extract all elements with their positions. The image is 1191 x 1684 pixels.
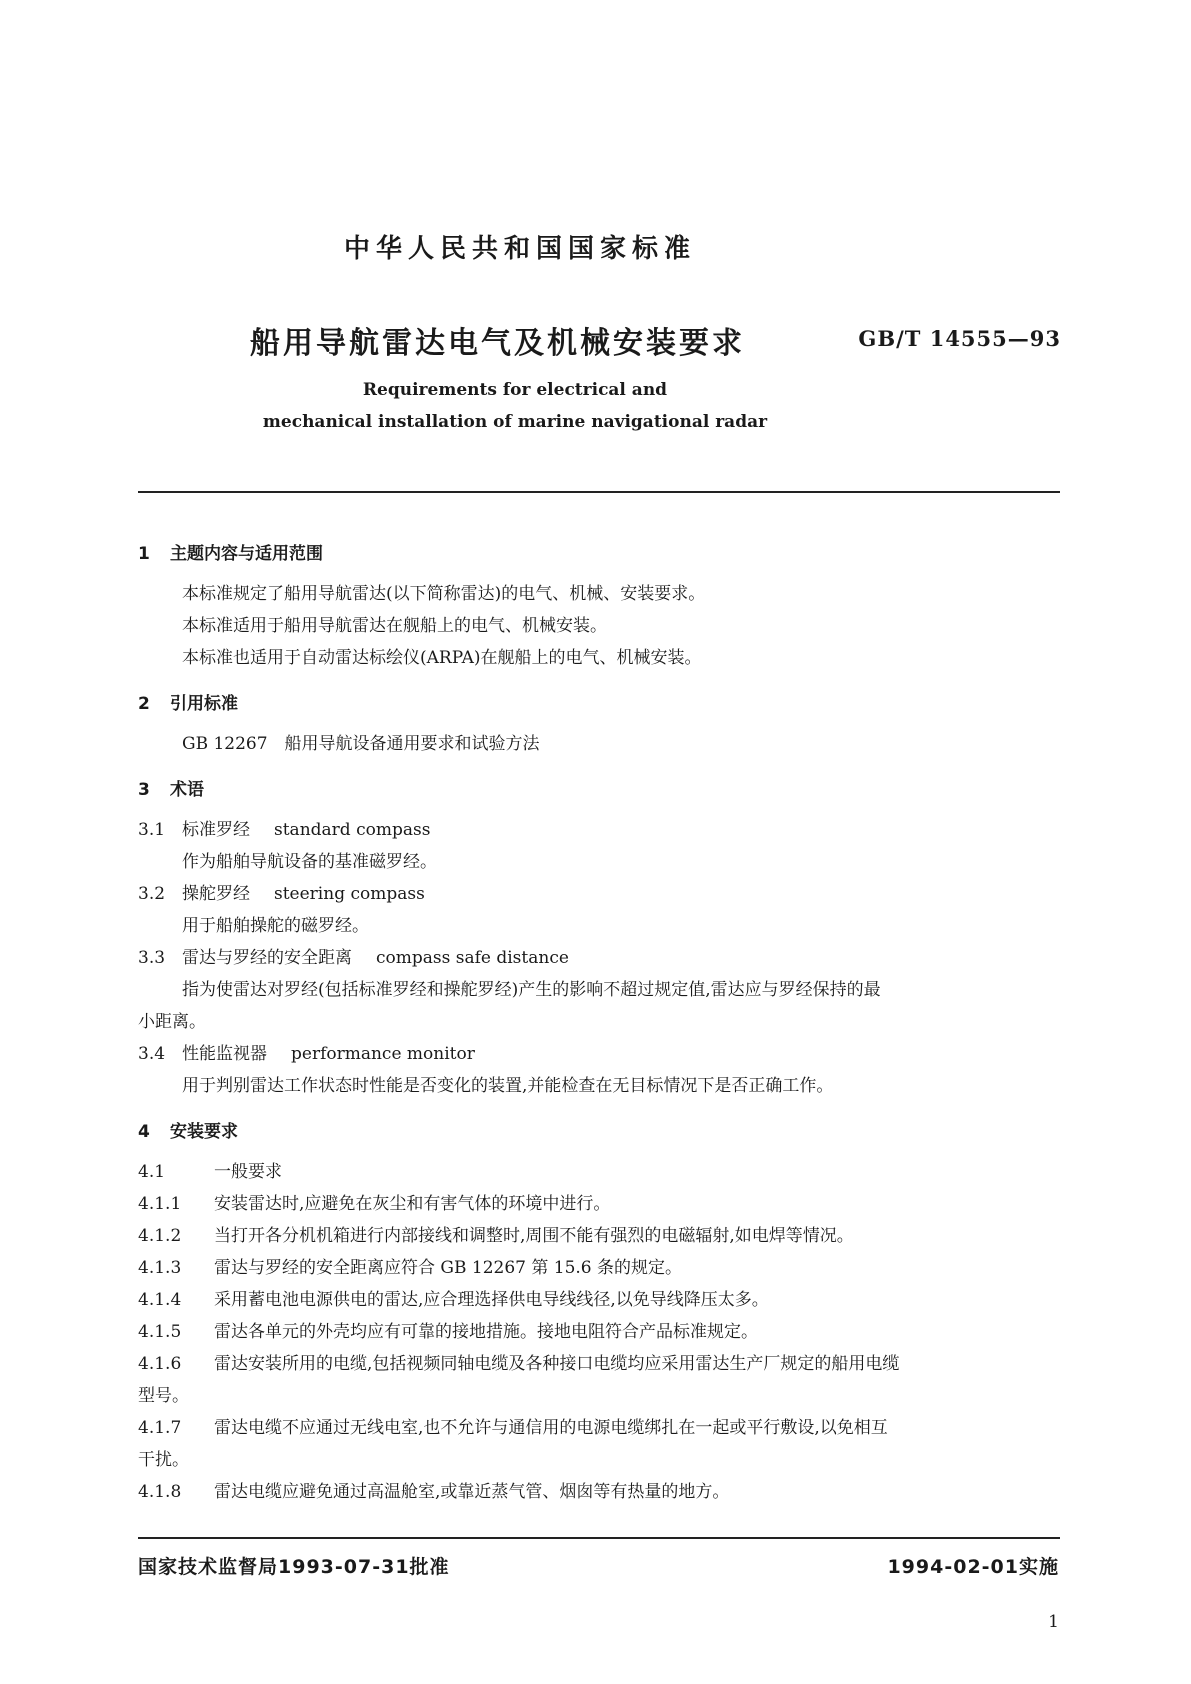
- section-number: 4: [138, 1122, 150, 1142]
- clause-text: 雷达与罗经的安全距离应符合 GB 12267 第 15.6 条的规定。: [214, 1258, 683, 1278]
- term-zh: 性能监视器: [182, 1044, 267, 1064]
- term-number: 3.3: [138, 948, 166, 968]
- clause: [138, 1156, 1062, 1188]
- clause: [138, 1220, 1062, 1252]
- clause: [138, 1348, 1062, 1380]
- section-heading: [138, 688, 1062, 720]
- term-entry: [138, 1038, 1062, 1070]
- clause-text-continued: 型号。: [138, 1386, 189, 1406]
- clause-text: 采用蓄电池电源供电的雷达,应合理选择供电导线线径,以免导线降压太多。: [214, 1290, 769, 1310]
- clause-number: 4.1.5: [138, 1322, 182, 1342]
- term-zh: 操舵罗经: [182, 884, 250, 904]
- standard-number: GB/T 14555—93: [858, 326, 1061, 351]
- effective-date: 1994-02-01实施: [887, 1556, 1059, 1578]
- section-heading: [138, 1116, 1062, 1148]
- section-title: 安装要求: [170, 1122, 238, 1142]
- section-heading: [138, 774, 1062, 806]
- reference-standard: GB 12267 船用导航设备通用要求和试验方法: [182, 734, 540, 754]
- page-number: 1: [1048, 1612, 1059, 1632]
- term-en: standard compass: [274, 820, 431, 840]
- term-number: 3.1: [138, 820, 166, 840]
- document-title-en-line1: Requirements for electrical and: [362, 380, 668, 400]
- term-number: 3.2: [138, 884, 166, 904]
- document-body: [138, 538, 1062, 1508]
- document-title-en-line2: mechanical installation of marine navigational radar: [262, 412, 768, 432]
- term-entry: [138, 942, 1062, 974]
- section-number: 3: [138, 780, 150, 800]
- term-en: performance monitor: [291, 1044, 475, 1064]
- section-title: 引用标准: [170, 694, 238, 714]
- clause: [138, 1284, 1062, 1316]
- clause-text: 雷达电缆不应通过无线电室,也不允许与通信用的电源电缆绑扎在一起或平行敷设,以免相互: [214, 1418, 888, 1438]
- clause-number: 4.1.3: [138, 1258, 182, 1278]
- paragraph: 本标准适用于船用导航雷达在舰船上的电气、机械安装。: [182, 616, 607, 636]
- clause-number: 4.1: [138, 1162, 166, 1182]
- clause-text-continued: 干扰。: [138, 1450, 189, 1470]
- clause-text: 当打开各分机机箱进行内部接线和调整时,周围不能有强烈的电磁辐射,如电焊等情况。: [214, 1226, 854, 1246]
- clause-text: 雷达各单元的外壳均应有可靠的接地措施。接地电阻符合产品标准规定。: [214, 1322, 758, 1342]
- section-title: 主题内容与适用范围: [170, 544, 323, 564]
- clause-number: 4.1.8: [138, 1482, 182, 1502]
- paragraph: 本标准规定了船用导航雷达(以下简称雷达)的电气、机械、安装要求。: [182, 584, 706, 604]
- clause-text: 安装雷达时,应避免在灰尘和有害气体的环境中进行。: [214, 1194, 611, 1214]
- section-number: 2: [138, 694, 150, 714]
- term-definition: 作为船舶导航设备的基准磁罗经。: [182, 852, 437, 872]
- term-definition: 指为使雷达对罗经(包括标准罗经和操舵罗经)产生的影响不超过规定值,雷达应与罗经保持的最: [182, 980, 881, 1000]
- clause-text: 雷达电缆应避免通过高温舱室,或靠近蒸气管、烟囱等有热量的地方。: [214, 1482, 730, 1502]
- header-divider: [138, 491, 1060, 493]
- term-definition: 用于船舶操舵的磁罗经。: [182, 916, 369, 936]
- clause: [138, 1252, 1062, 1284]
- footer-divider: [138, 1537, 1060, 1539]
- term-definition-continued: 小距离。: [138, 1012, 206, 1032]
- clause-number: 4.1.6: [138, 1354, 182, 1374]
- clause: [138, 1476, 1062, 1508]
- clause-number: 4.1.4: [138, 1290, 182, 1310]
- term-number: 3.4: [138, 1044, 166, 1064]
- document-title-zh: 船用导航雷达电气及机械安装要求: [250, 326, 745, 361]
- section-title: 术语: [170, 780, 204, 800]
- clause: [138, 1188, 1062, 1220]
- clause: [138, 1412, 1062, 1444]
- section-number: 1: [138, 544, 150, 564]
- term-entry: [138, 814, 1062, 846]
- clause-number: 4.1.7: [138, 1418, 182, 1438]
- clause: [138, 1316, 1062, 1348]
- term-definition: 用于判别雷达工作状态时性能是否变化的装置,并能检查在无目标情况下是否正确工作。: [182, 1076, 834, 1096]
- term-en: steering compass: [274, 884, 425, 904]
- term-zh: 雷达与罗经的安全距离: [182, 948, 352, 968]
- term-zh: 标准罗经: [182, 820, 250, 840]
- clause-number: 4.1.2: [138, 1226, 182, 1246]
- section-heading: [138, 538, 1062, 570]
- clause-text: 雷达安装所用的电缆,包括视频同轴电缆及各种接口电缆均应采用雷达生产厂规定的船用电缆: [214, 1354, 900, 1374]
- term-en: compass safe distance: [376, 948, 569, 968]
- national-standard-heading: 中华人民共和国国家标准: [343, 234, 696, 264]
- clause-number: 4.1.1: [138, 1194, 182, 1214]
- paragraph: 本标准也适用于自动雷达标绘仪(ARPA)在舰船上的电气、机械安装。: [182, 648, 702, 668]
- approval-date: 国家技术监督局1993-07-31批准: [138, 1556, 450, 1578]
- clause-text: 一般要求: [214, 1162, 282, 1182]
- term-entry: [138, 878, 1062, 910]
